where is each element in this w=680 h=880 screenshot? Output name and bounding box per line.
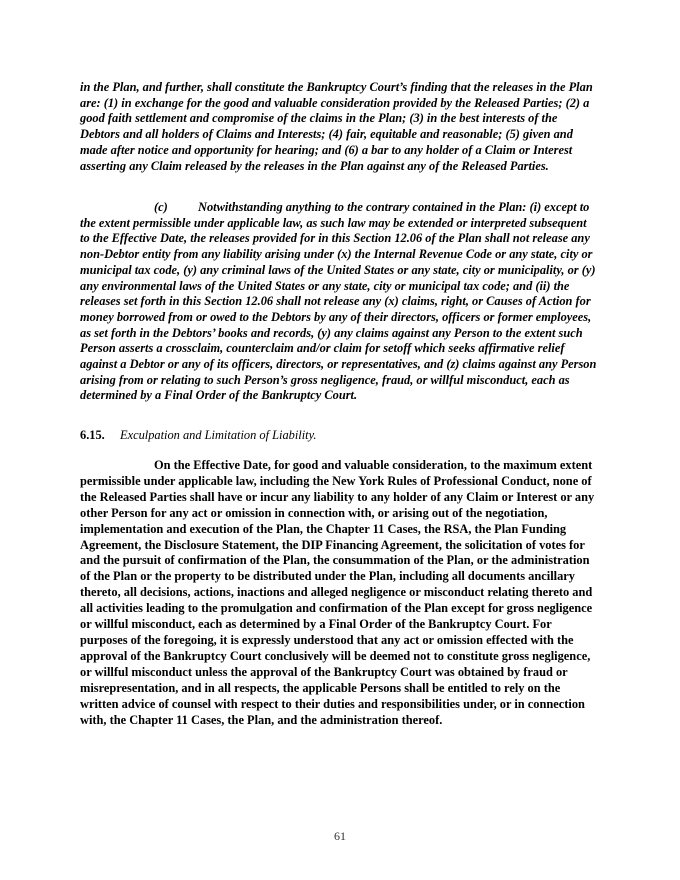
section-title: Exculpation and Limitation of Liability.	[120, 428, 317, 442]
subsection-c-paragraph	[80, 200, 598, 404]
section-number: 6.15.	[80, 428, 105, 442]
section-body-text: On the Effective Date, for good and valuable consideration, to the maximum extent permissible under applicable law, including the New York Rules of Professional Conduct, none of the Released Parties shall have or incur any liability to any holder of any Claim or Interest or any other Person for any act or omission in connection with, or arising out of the negotiation, implementation and execution of the Plan, the Chapter 11 Cases, the RSA, the Plan Funding Agreement, the Disclosure Statement, the DIP Financing Agreement, the solicitation of votes for and the pursuit of confirmation of the Plan, the consummation of the Plan, or the administration of the Plan or the property to be distributed under the Plan, including all documents ancillary thereto, all decisions, actions, inactions and alleged negligence or misconduct relating thereto and all activities leading to the promulgation and confirmation of the Plan except for gross negligence or willful misconduct, each as determined by a Final Order of the Bankruptcy Court. For purposes of the foregoing, it is expressly understood that any act or omission effected with the approval of the Bankruptcy Court conclusively will be deemed not to constitute gross negligence, or willful misconduct unless the approval of the Bankruptcy Court was obtained by fraud or misrepresentation, and in all respects, the applicable Persons shall be entitled to rely on the written advice of counsel with respect to their duties and responsibilities under, or in connection with, the Chapter 11 Cases, the Plan, and the administration thereof.	[80, 458, 595, 727]
section-heading	[80, 428, 317, 444]
continuation-paragraph: in the Plan, and further, shall constitute the Bankruptcy Court’s finding that the releases in the Plan are: (1) in exchange for the good and valuable consideration provided by the Released Parties; (2) a good faith settlement and compromise of the claims in the Plan; (3) in the best interests of the Debtors and all holders of Claims and Interests; (4) fair, equitable and reasonable; (5) given and made after notice and opportunity for hearing; and (6) a bar to any holder of a Claim or Interest asserting any Claim released by the releases in the Plan against any of the Released Parties.	[80, 80, 593, 173]
page-number: 61	[334, 829, 346, 843]
subsection-c-text: Notwithstanding anything to the contrary contained in the Plan: (i) except to the extent permissible under applicable law, as such law may be extended or interpreted subsequent to the Effective Date, the releases provided for in this Section 12.06 of the Plan shall not release any non-Debtor entity from any liability arising under (x) the Internal Revenue Code or any state, city or municipal tax code, (y) any criminal laws of the United States or any state, city or municipality, or (y) any environmental laws of the United States or any state, city or municipal tax code; and (ii) the releases set forth in this Section 12.06 shall not release any (x) claims, right, or Causes of Action for money borrowed from or owed to the Debtors by any of their directors, officers or former employees, as set forth in the Debtors’ books and records, (y) any claims against any Person to the extent such Person asserts a crossclaim, counterclaim and/or claim for setoff which seeks affirmative relief against a Debtor or any of its officers, directors, or representatives, and (z) claims against any Person arising from or relating to such Person’s gross negligence, fraud, or willful misconduct, each as determined by a Final Order of the Bankruptcy Court.	[80, 200, 597, 403]
subsection-c-label: (c)	[154, 200, 168, 214]
section-body-paragraph	[80, 458, 598, 728]
